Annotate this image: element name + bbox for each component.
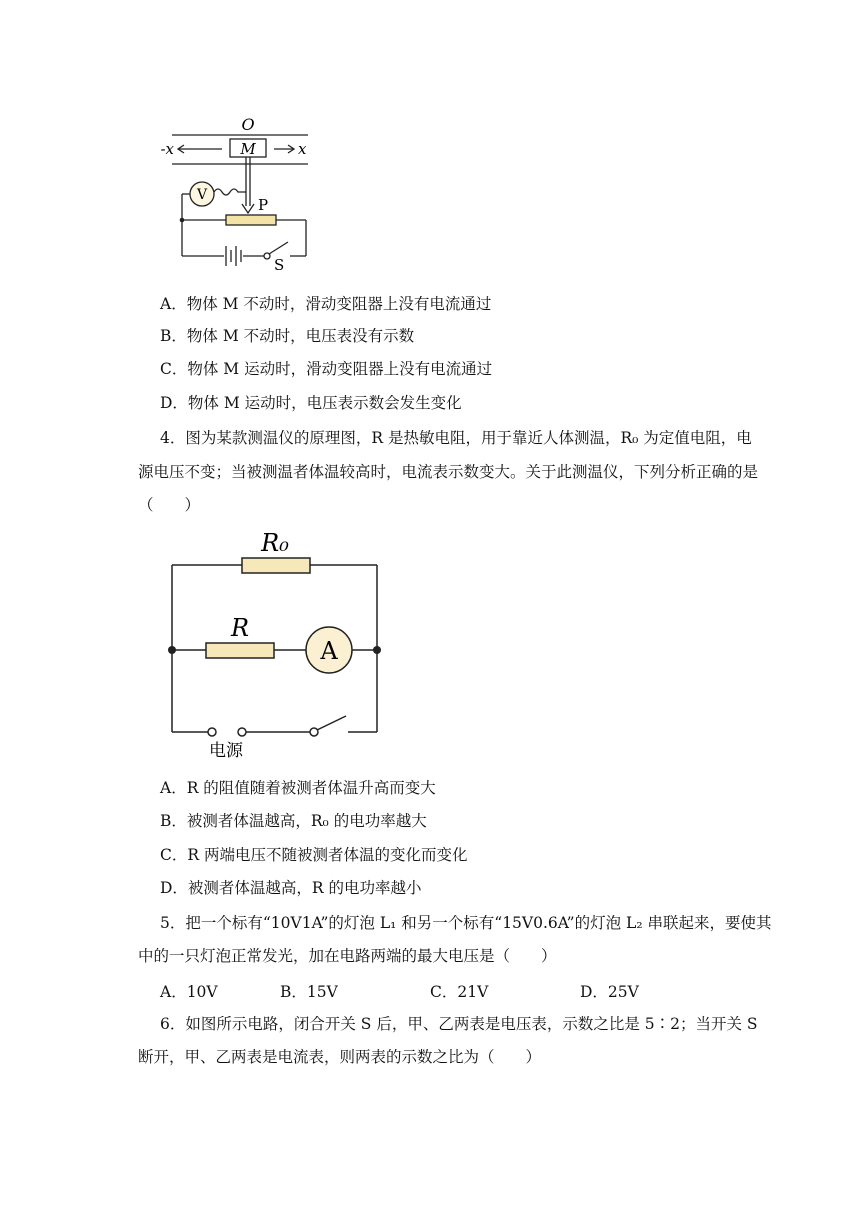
label-m: M [240, 140, 256, 158]
label-ammeter: A [320, 637, 338, 665]
q3-option-d: D．物体 M 运动时，电压表示数会发生变化 [160, 394, 462, 412]
q3-option-c: C．物体 M 运动时，滑动变阻器上没有电流通过 [160, 360, 493, 378]
q5-option-b: B．15V [280, 983, 338, 1001]
label-r0: R₀ [261, 529, 289, 557]
q5-options [160, 980, 760, 1000]
q4-stem-line3: （ ） [138, 496, 201, 514]
label-neg-x: -x [160, 140, 174, 158]
figure-thermometer-circuit [160, 522, 390, 762]
q6-stem-line2: 断开，甲、乙两表是电流表，则两表的示数之比为（ ） [138, 1048, 542, 1066]
q4-option-c: C．R 两端电压不随被测者体温的变化而变化 [160, 846, 468, 864]
label-o: O [241, 115, 255, 134]
label-power-source: 电源 [209, 741, 243, 761]
q6-stem-line1: 6．如图所示电路，闭合开关 S 后，甲、乙两表是电压表，示数之比是 5∶2；当开关 S [160, 1015, 758, 1033]
q5-stem-line1: 5．把一个标有“10V1A”的灯泡 L₁ 和另一个标有“15V0.6A”的灯泡 L₂ 串联起来，要使其 [160, 914, 772, 932]
q3-option-b: B．物体 M 不动时，电压表没有示数 [160, 327, 415, 345]
q4-stem-line1: 4．图为某款测温仪的原理图，R 是热敏电阻，用于靠近人体测温，R₀ 为定值电阻，电 [160, 429, 752, 447]
q4-option-b: B．被测者体温越高，R₀ 的电功率越大 [160, 812, 427, 830]
q4-option-d: D．被测者体温越高，R 的电功率越小 [160, 879, 422, 897]
q4-stem-line2: 源电压不变；当被测温者体温较高时，电流表示数变大。关于此测温仪，下列分析正确的是 [138, 463, 759, 481]
label-s: S [274, 256, 285, 274]
label-r: R [230, 614, 250, 642]
q5-option-c: C．21V [430, 983, 489, 1001]
q4-option-a: A．R 的阻值随着被测者体温升高而变大 [160, 779, 436, 797]
q5-option-a: A．10V [160, 983, 218, 1001]
label-v: V [196, 187, 208, 203]
figure-displacement-sensor [150, 110, 330, 280]
q5-stem-line2: 中的一只灯泡正常发光，加在电路两端的最大电压是（ ） [138, 947, 557, 965]
label-p: P [258, 196, 269, 214]
q3-option-a: A．物体 M 不动时，滑动变阻器上没有电流通过 [160, 295, 492, 313]
label-x: x [298, 140, 307, 158]
q5-option-d: D．25V [580, 983, 639, 1001]
